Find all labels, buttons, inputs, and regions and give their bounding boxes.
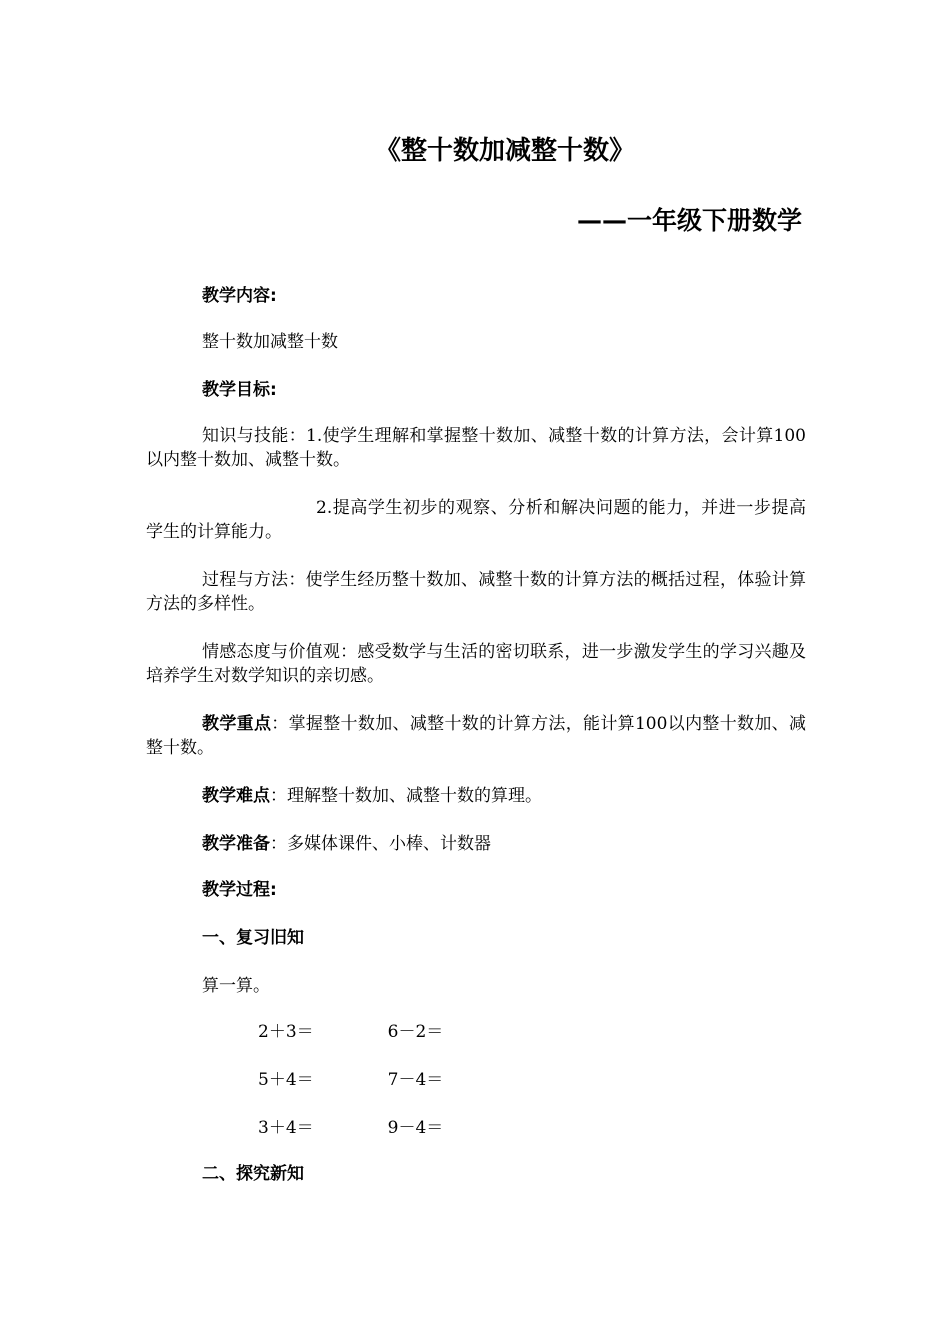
calc-item: 9－4＝ — [387, 1118, 444, 1138]
calc-intro: 算一算。 — [202, 976, 270, 996]
preparation-text: ：多媒体课件、小棒、计数器 — [270, 834, 491, 854]
key-point-label: 教学重点 — [202, 714, 272, 734]
goal-process: 过程与方法：使学生经历整十数加、减整十数的计算方法的概括过程，体验计算方法的多样性。 — [146, 570, 806, 614]
difficulty-text: ：理解整十数加、减整十数的算理。 — [270, 786, 542, 806]
calc-item: 7－4＝ — [387, 1070, 444, 1090]
document-subtitle: ——一年级下册数学 — [576, 206, 802, 235]
difficulty-point — [146, 784, 806, 808]
key-point-text: ：掌握整十数加、减整十数的计算方法，能计算100以内整十数加、减整十数。 — [146, 714, 806, 758]
difficulty-label: 教学难点 — [202, 786, 270, 806]
calc-row — [146, 1068, 806, 1092]
document-title: 《整十数加减整十数》 — [374, 136, 635, 166]
goal-knowledge-2: 2.提高学生初步的观察、分析和解决问题的能力，并进一步提高学生的计算能力。 — [146, 498, 806, 542]
content-text: 整十数加减整十数 — [202, 332, 338, 352]
key-point — [146, 712, 806, 760]
calc-row — [146, 1020, 806, 1044]
preparation — [146, 832, 806, 856]
calc-item: 3＋4＝ — [258, 1118, 314, 1138]
calc-row — [146, 1116, 806, 1140]
preparation-label: 教学准备 — [202, 834, 270, 854]
calc-item: 2＋3＝ — [258, 1022, 314, 1042]
goal-emotion: 情感态度与价值观：感受数学与生活的密切联系，进一步激发学生的学习兴趣及培养学生对数学知识的亲切感。 — [146, 642, 806, 686]
goals-heading: 教学目标: — [202, 380, 277, 400]
process-heading: 教学过程: — [202, 880, 277, 900]
calc-item: 5＋4＝ — [258, 1070, 314, 1090]
section-review-heading: 一、复习旧知 — [202, 928, 304, 948]
section-explore-heading: 二、探究新知 — [202, 1164, 304, 1184]
content-heading: 教学内容: — [202, 286, 277, 306]
calc-item: 6－2＝ — [387, 1022, 444, 1042]
goal-knowledge: 知识与技能：1.使学生理解和掌握整十数加、减整十数的计算方法，会计算100以内整十数加、减整十数。 — [146, 426, 806, 470]
